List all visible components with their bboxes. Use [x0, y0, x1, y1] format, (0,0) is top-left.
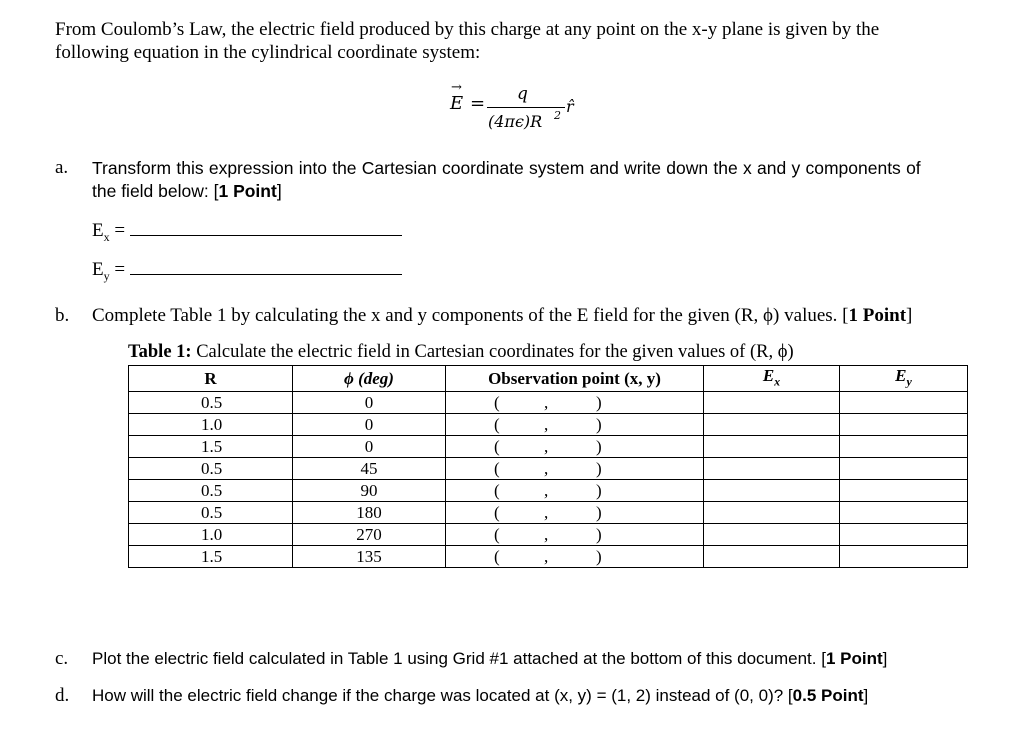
- table-row: [129, 414, 968, 436]
- ex-answer-row: [92, 220, 402, 248]
- cell-r: 1.0: [129, 414, 293, 436]
- part-b-end: ]: [906, 305, 913, 326]
- table-header-row: [129, 366, 968, 392]
- header-ex: [704, 366, 840, 392]
- part-b-text-main: Complete Table 1 by calculating the x and y components of the E field for the given (R, ϕ) values. [: [92, 305, 849, 326]
- equation-numerator: q: [517, 84, 528, 104]
- obs-open-paren: (: [494, 459, 500, 479]
- cell-ey[interactable]: [840, 436, 968, 458]
- cell-phi: 180: [293, 502, 446, 524]
- cell-phi: 270: [293, 524, 446, 546]
- cell-ex[interactable]: [704, 436, 840, 458]
- cell-ex[interactable]: [704, 502, 840, 524]
- part-c-marker: c.: [55, 648, 69, 669]
- fraction-bar: [487, 107, 565, 108]
- obs-open-paren: (: [494, 437, 500, 457]
- cell-ex[interactable]: [704, 546, 840, 568]
- ey-answer-row: [92, 259, 402, 287]
- ey-equals: =: [114, 259, 126, 280]
- obs-close-paren: ): [596, 481, 602, 501]
- obs-close-paren: ): [596, 393, 602, 413]
- part-a-line-1: Transform this expression into the Cartesian coordinate system and write down the x and y components of: [92, 158, 921, 178]
- equation-equals: =: [470, 93, 486, 114]
- ey-label: E: [92, 259, 104, 280]
- cell-observation-point[interactable]: [446, 524, 704, 546]
- part-a-marker: a.: [55, 157, 69, 178]
- vector-arrow-icon: →: [451, 80, 462, 95]
- obs-open-paren: (: [494, 481, 500, 501]
- cell-r: 0.5: [129, 502, 293, 524]
- part-c-points: 1 Point: [825, 649, 883, 668]
- obs-comma: ,: [544, 547, 549, 567]
- cell-observation-point[interactable]: [446, 546, 704, 568]
- obs-close-paren: ): [596, 503, 602, 523]
- part-c-text: [92, 648, 887, 670]
- part-c-text-main: Plot the electric field calculated in Table 1 using Grid #1 attached at the bottom of this document. [: [92, 649, 826, 668]
- table-row: [129, 392, 968, 414]
- table-caption-text: Calculate the electric field in Cartesian coordinates for the given values of (R, ϕ): [191, 342, 794, 362]
- table-caption-label: Table 1:: [128, 342, 192, 362]
- header-phi: ϕ (deg): [293, 366, 446, 392]
- part-d-text: [92, 685, 868, 707]
- obs-close-paren: ): [596, 547, 602, 567]
- cell-r: 0.5: [129, 392, 293, 414]
- header-ey: [840, 366, 968, 392]
- ey-answer-blank[interactable]: [130, 274, 402, 275]
- coulomb-equation: [450, 82, 590, 138]
- cell-observation-point[interactable]: [446, 414, 704, 436]
- part-b-marker: b.: [55, 305, 70, 326]
- table-caption: [128, 341, 794, 363]
- part-b-points: 1 Point: [848, 305, 907, 326]
- table-row: [129, 546, 968, 568]
- obs-comma: ,: [544, 525, 549, 545]
- obs-close-paren: ): [596, 415, 602, 435]
- part-d-points: 0.5 Point: [792, 686, 864, 705]
- ex-equals: =: [114, 220, 126, 241]
- table-row: [129, 436, 968, 458]
- header-observation-point: Observation point (x, y): [446, 366, 704, 392]
- obs-comma: ,: [544, 459, 549, 479]
- header-ex-sub: x: [774, 374, 781, 389]
- obs-comma: ,: [544, 503, 549, 523]
- cell-ey[interactable]: [840, 458, 968, 480]
- cell-phi: 0: [293, 414, 446, 436]
- cell-r: 0.5: [129, 458, 293, 480]
- equation-denominator: (4πϵ)R: [488, 112, 543, 131]
- header-r: R: [129, 366, 293, 392]
- cell-ex[interactable]: [704, 480, 840, 502]
- obs-open-paren: (: [494, 415, 500, 435]
- cell-ey[interactable]: [840, 480, 968, 502]
- cell-r: 1.0: [129, 524, 293, 546]
- cell-observation-point[interactable]: [446, 480, 704, 502]
- table-row: [129, 480, 968, 502]
- cell-ey[interactable]: [840, 524, 968, 546]
- obs-close-paren: ): [596, 437, 602, 457]
- part-b-text: [92, 305, 912, 327]
- header-ey-label: E: [895, 366, 907, 385]
- intro-line-1: From Coulomb’s Law, the electric field produced by this charge at any point on the x-y plane is given by the: [55, 19, 880, 40]
- table-1: [128, 365, 968, 568]
- ex-label-sub: x: [103, 229, 110, 244]
- cell-observation-point[interactable]: [446, 458, 704, 480]
- cell-ex[interactable]: [704, 414, 840, 436]
- cell-ey[interactable]: [840, 546, 968, 568]
- cell-ex[interactable]: [704, 458, 840, 480]
- cell-r: 0.5: [129, 480, 293, 502]
- unit-vector-r: r̂: [566, 97, 574, 116]
- cell-phi: 135: [293, 546, 446, 568]
- obs-comma: ,: [544, 393, 549, 413]
- obs-open-paren: (: [494, 503, 500, 523]
- ex-label: E: [92, 220, 104, 241]
- part-d-text-main: How will the electric field change if the charge was located at (x, y) = (1, 2) instead of (0, 0)? [: [92, 686, 793, 705]
- obs-open-paren: (: [494, 525, 500, 545]
- part-a-line-2-text: the field below: [: [92, 181, 219, 201]
- header-ey-sub: y: [906, 374, 912, 389]
- cell-observation-point[interactable]: [446, 392, 704, 414]
- equation-lhs: E: [450, 93, 464, 114]
- cell-ey[interactable]: [840, 392, 968, 414]
- obs-comma: ,: [544, 415, 549, 435]
- ey-label-sub: y: [103, 268, 110, 283]
- cell-phi: 0: [293, 392, 446, 414]
- cell-ey[interactable]: [840, 502, 968, 524]
- cell-observation-point[interactable]: [446, 436, 704, 458]
- obs-close-paren: ): [596, 525, 602, 545]
- cell-phi: 90: [293, 480, 446, 502]
- obs-open-paren: (: [494, 393, 500, 413]
- table-row: [129, 524, 968, 546]
- header-ex-label: E: [762, 366, 775, 385]
- cell-r: 1.5: [129, 546, 293, 568]
- part-a-bracket-end: ]: [276, 181, 282, 201]
- table-row: [129, 458, 968, 480]
- ex-answer-blank[interactable]: [130, 235, 402, 236]
- equation-exponent: 2: [554, 109, 561, 122]
- part-d-end: ]: [863, 686, 869, 705]
- cell-observation-point[interactable]: [446, 502, 704, 524]
- part-a-line-2: [92, 180, 282, 202]
- table-row: [129, 502, 968, 524]
- cell-phi: 0: [293, 436, 446, 458]
- cell-ex[interactable]: [704, 524, 840, 546]
- part-a-points: 1 Point: [218, 181, 277, 201]
- cell-ey[interactable]: [840, 414, 968, 436]
- part-c-end: ]: [882, 649, 888, 668]
- cell-r: 1.5: [129, 436, 293, 458]
- obs-comma: ,: [544, 437, 549, 457]
- obs-comma: ,: [544, 481, 549, 501]
- obs-open-paren: (: [494, 547, 500, 567]
- obs-close-paren: ): [596, 459, 602, 479]
- intro-line-2: following equation in the cylindrical coordinate system:: [55, 42, 481, 63]
- cell-ex[interactable]: [704, 392, 840, 414]
- cell-phi: 45: [293, 458, 446, 480]
- part-d-marker: d.: [55, 685, 70, 706]
